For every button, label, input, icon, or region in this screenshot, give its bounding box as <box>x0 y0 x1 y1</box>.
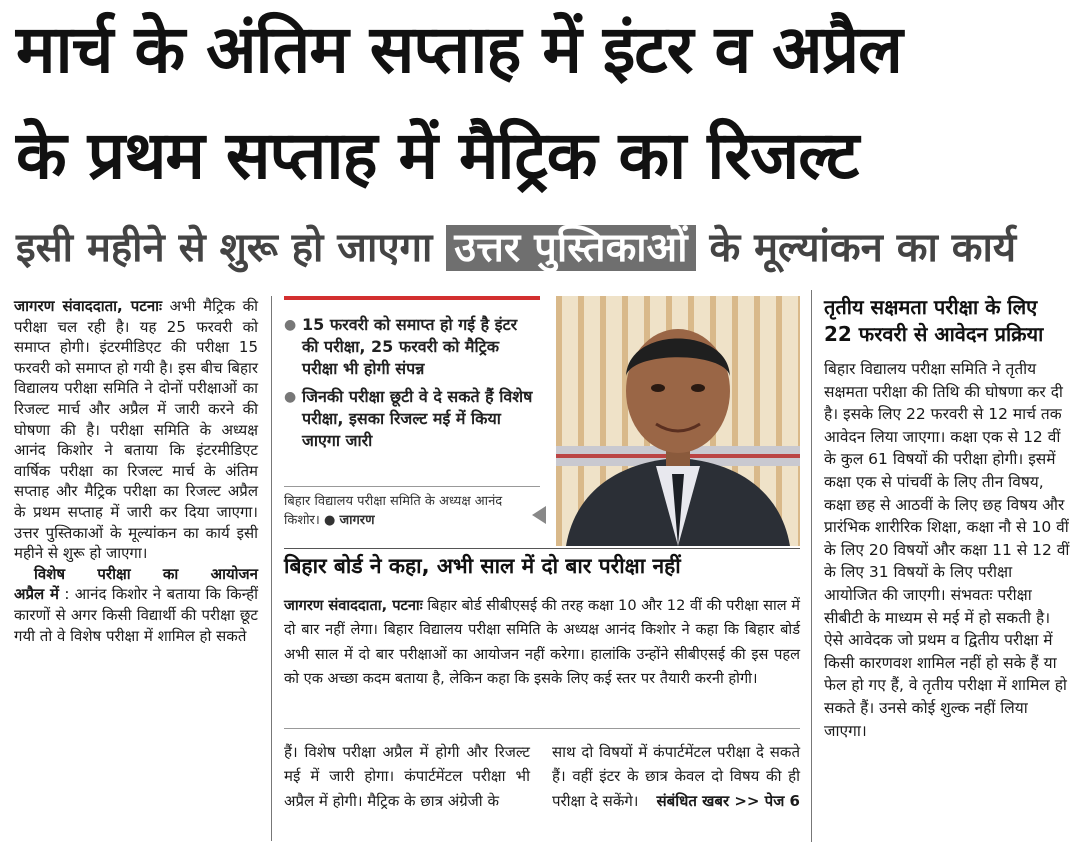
portrait-photo <box>556 296 800 546</box>
highlights-box <box>284 314 538 452</box>
caption-pointer-icon <box>532 506 546 524</box>
portrait-illustration <box>556 296 800 546</box>
headline-line-1: मार्च के अंतिम सप्ताह में इंटर व अप्रैल <box>16 11 902 88</box>
sidebar-heading: तृतीय सक्षमता परीक्षा के लिए 22 फरवरी से आवेदन प्रक्रिया <box>824 295 1044 346</box>
left-subhead: विशेष परीक्षा का आयोजन <box>34 564 258 583</box>
left-column <box>14 296 258 646</box>
bullet-icon: ● <box>284 317 297 333</box>
subheadline-before: इसी महीने से शुरू हो जाएगा <box>16 225 433 271</box>
sidebar-body: बिहार विद्यालय परीक्षा समिति ने तृतीय सक्षमता परीक्षा की तिथि की घोषणा कर दी है। इसके लिए 22 फरवरी से 12 मार्च तक आवेदन लिया जाएगा। कक्षा एक से 12 वीं के कुल 61 विषयों की परीक्षा होगी। इसमें कक्षा एक से पांचवीं के लिए तीन विषय, कक्षा छह से आठवीं के लिए छह विषय और प्रारंभिक शारीरिक शिक्षा, कक्षा नौ से 10 वीं के लिए 20 विषयों और कक्षा 11 से 12 वीं के लिए 31 विषयों के लिए परीक्षा आयोजित की जाएगी। संभवतः परीक्षा सीबीटी के माध्यम से मई में हो सकती है। ऐसे आवेदक जो प्रथम व द्वितीय परीक्षा में किसी कारणवश शामिल नहीं हो सके हैं या फेल हो गए हैं, वे तृतीय परीक्षा में शामिल हो सकते हैं। उनसे कोई शुल्क नहीं लिया जाएगा। <box>824 360 1070 740</box>
left-dateline: जागरण संवाददाता, पटनाः <box>14 297 163 315</box>
column-divider-left <box>271 296 272 841</box>
photo-caption-text: बिहार विद्यालय परीक्षा समिति के अध्यक्ष आनंद किशोर। <box>284 494 503 528</box>
highlight-text: 15 फरवरी को समाप्त हो गई है इंटर की परीक्षा, 25 फरवरी को मैट्रिक परीक्षा भी होगी संपन्न <box>302 315 518 378</box>
left-column-body-1 <box>14 296 258 564</box>
left-body-text: अभी मैट्रिक की परीक्षा चल रही है। यह 25 फरवरी को समाप्त होगी। इंटरमीडिएट की परीक्षा 15 फरवरी को समाप्त हो गयी है। इस बीच बिहार विद्यालय परीक्षा समिति ने दोनों परीक्षाओं का रिजल्ट मार्च और अप्रैल में जारी करने की घोषणा की है। परीक्षा समिति के अध्यक्ष आनंद किशोर ने बताया कि इंटरमीडिएट वार्षिक परीक्षा का रिजल्ट मार्च के अंतिम सप्ताह और मैट्रिक परीक्षा का रिजल्ट अप्रैल के प्रथम सप्ताह में जारी कर दिया जाएगा। उत्तर पुस्तिकाओं के मूल्यांकन का कार्य इसी महीने से शुरू हो जाएगा। <box>14 297 258 563</box>
subheadline-highlight: उत्तर पुस्तिकाओं <box>446 225 695 271</box>
highlight-item <box>284 386 538 452</box>
bullet-icon: ● <box>284 389 297 405</box>
photo-caption <box>284 492 534 530</box>
highlights-red-bar <box>284 296 540 300</box>
board-story-heading: बिहार बोर्ड ने कहा, अभी साल में दो बार परीक्षा नहीं <box>284 554 681 578</box>
continued-column-2 <box>552 740 800 813</box>
related-news-link[interactable]: संबंधित खबर >> पेज 6 <box>656 791 800 810</box>
subheadline <box>16 222 1016 274</box>
headline-line-2: के प्रथम सप्ताह में मैट्रिक का रिजल्ट <box>16 117 859 194</box>
board-story-bottom-rule <box>284 728 800 729</box>
subheadline-after: के मूल्यांकन का कार्य <box>709 225 1017 271</box>
board-story-text: बिहार बोर्ड सीबीएसई की तरह कक्षा 10 और 12 वीं की परीक्षा साल में दो बार नहीं लेगा। बिहार विद्यालय परीक्षा समिति के अध्यक्ष आनंद किशोर ने कहा कि बिहार बोर्ड अभी साल में दो बार परीक्षाओं का आयोजन नहीं करेगा। हालांकि उन्होंने सीबीएसई की इस पहल को एक अच्छा कदम बताया है, लेकिन कहा कि इसके लिए कई स्तर पर तैयारी करनी होगी। <box>284 597 800 688</box>
highlight-text: जिनकी परीक्षा छूटी वे दे सकते हैं विशेष परीक्षा, इसका रिजल्ट मई में किया जाएगा जारी <box>302 387 533 450</box>
board-story-body <box>284 594 800 692</box>
column-divider-right <box>811 290 812 842</box>
board-story-dateline: जागरण संवाददाता, पटनाः <box>284 597 423 614</box>
continued-column-1: हैं। विशेष परीक्षा अप्रैल में होगी और रिजल्ट मई में जारी होगा। कंपार्टमेंटल परीक्षा भी अप्रैल में होगी। मैट्रिक के छात्र अंग्रेजी के <box>284 743 530 810</box>
highlight-item <box>284 314 538 380</box>
caption-dot-icon: ● <box>323 513 336 528</box>
caption-divider <box>284 486 540 487</box>
left-column-body-2 <box>14 584 258 646</box>
left-body-text-2: : आनंद किशोर ने बताया कि किन्हीं कारणों से अगर किसी विद्यार्थी की परीक्षा छूट गयी तो वे विशेष परीक्षा में शामिल हो सकते <box>14 585 259 645</box>
photo-credit: जागरण <box>339 513 375 528</box>
board-story-top-rule <box>284 548 800 549</box>
continued-column-2-text: साथ दो विषयों में कंपार्टमेंटल परीक्षा दे सकते हैं। वहीं इंटर के छात्र केवल दो विषय की ही परीक्षा दे सकेंगे। <box>552 743 800 810</box>
left-subhead-2: अप्रैल में <box>14 585 59 604</box>
